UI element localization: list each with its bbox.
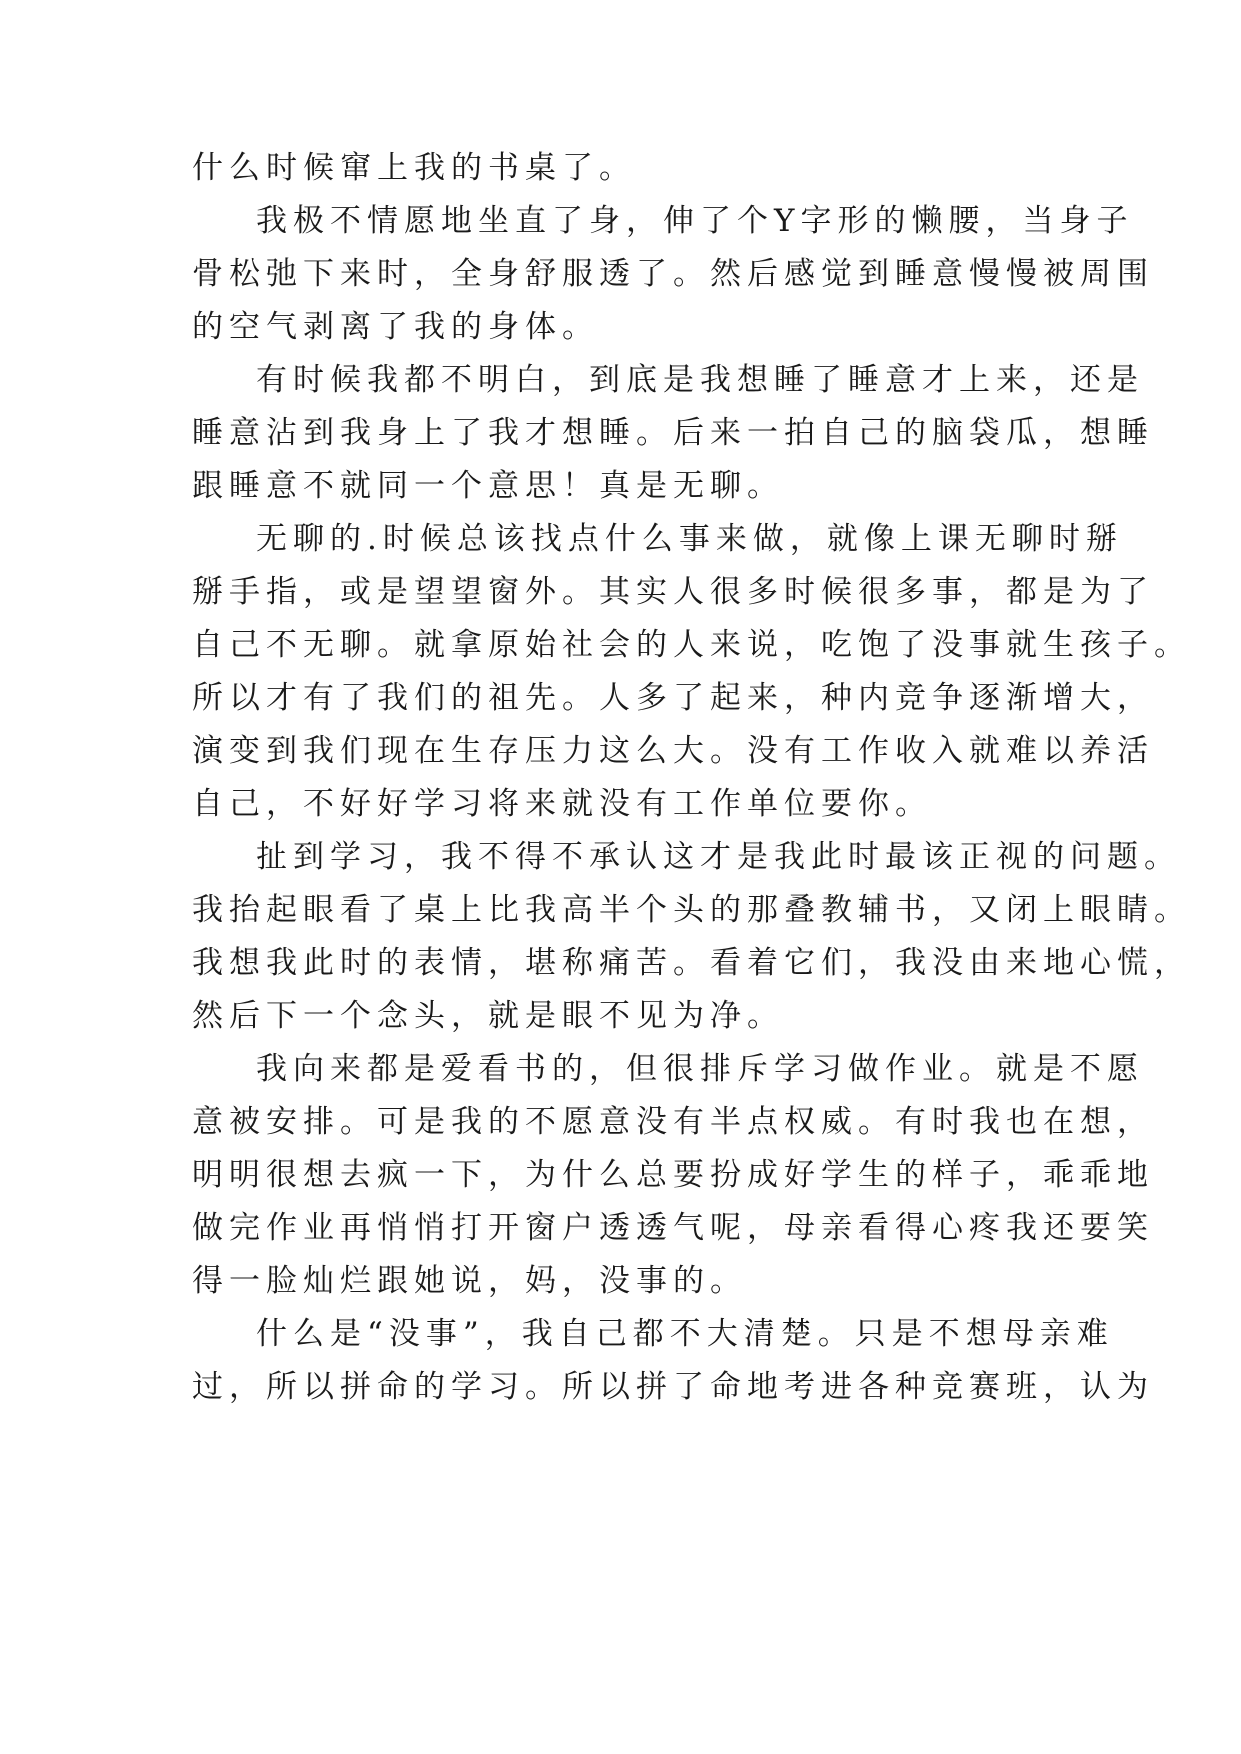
paragraph-first-line: 扯到学习，我不得不承认这才是我此时最该正视的问题。 <box>256 839 1181 875</box>
text-line: 自己，不好好学习将来就没有工作单位要你。 <box>192 786 932 822</box>
text-line: 得一脸灿烂跟她说，妈，没事的。 <box>192 1263 747 1299</box>
text-line: 跟睡意不就同一个意思！真是无聊。 <box>192 468 784 504</box>
text-line: 自己不无聊。就拿原始社会的人来说，吃饱了没事就生孩子。 <box>192 627 1191 663</box>
paragraph-first-line: 我向来都是爱看书的，但很排斥学习做作业。就是不愿 <box>256 1051 1144 1087</box>
text-line: 所以才有了我们的祖先。人多了起来，种内竞争逐渐增大， <box>192 680 1154 716</box>
text-line: 掰手指，或是望望窗外。其实人很多时候很多事，都是为了 <box>192 574 1154 610</box>
text-line: 做完作业再悄悄打开窗户透透气呢，母亲看得心疼我还要笑 <box>192 1210 1154 1246</box>
text-line: 骨松弛下来时，全身舒服透了。然后感觉到睡意慢慢被周围 <box>192 256 1154 292</box>
text-line: 我抬起眼看了桌上比我高半个头的那叠教辅书，又闭上眼睛。 <box>192 892 1191 928</box>
text-line: 过，所以拼命的学习。所以拼了命地考进各种竞赛班，认为 <box>192 1369 1154 1405</box>
text-line: 然后下一个念头，就是眼不见为净。 <box>192 998 784 1034</box>
paragraph-first-line: 我极不情愿地坐直了身，伸了个Y字形的懒腰，当身子 <box>256 203 1134 239</box>
text-line: 睡意沾到我身上了我才想睡。后来一拍自己的脑袋瓜，想睡 <box>192 415 1154 451</box>
text-line: 我想我此时的表情，堪称痛苦。看着它们，我没由来地心慌， <box>192 945 1191 981</box>
text-line: 的空气剥离了我的身体。 <box>192 309 599 345</box>
paragraph-first-line: 什么是“没事”，我自己都不大清楚。只是不想母亲难 <box>256 1316 1114 1352</box>
text-line: 什么时候窜上我的书桌了。 <box>192 150 636 186</box>
paragraph-first-line: 有时候我都不明白，到底是我想睡了睡意才上来，还是 <box>256 362 1144 398</box>
paragraph-first-line: 无聊的.时候总该找点什么事来做，就像上课无聊时掰 <box>256 521 1123 557</box>
text-line: 意被安排。可是我的不愿意没有半点权威。有时我也在想， <box>192 1104 1154 1140</box>
text-line: 明明很想去疯一下，为什么总要扮成好学生的样子，乖乖地 <box>192 1157 1154 1193</box>
text-line: 演变到我们现在生存压力这么大。没有工作收入就难以养活 <box>192 733 1154 769</box>
